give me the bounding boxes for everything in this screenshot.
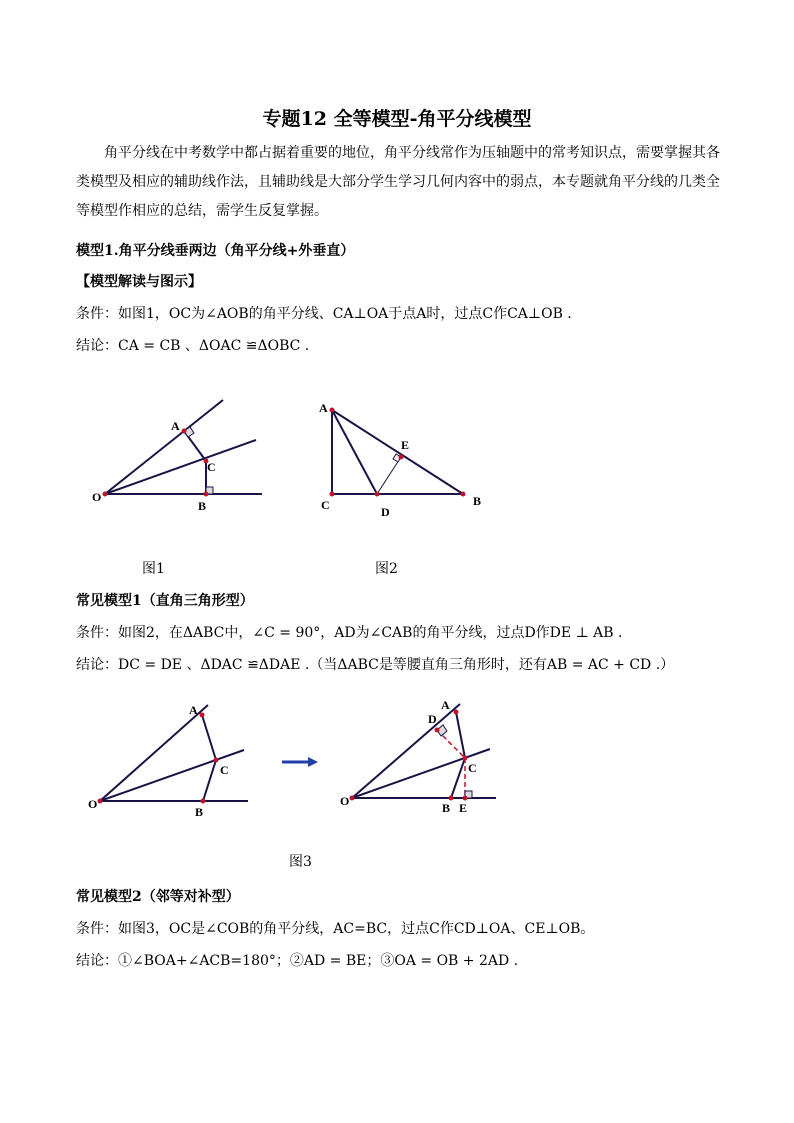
- point-d: [435, 728, 440, 733]
- label-a: A: [441, 698, 450, 712]
- common-model1-heading: 常见模型1（直角三角形型）: [76, 593, 254, 609]
- label-c: C: [321, 498, 330, 512]
- label-c: C: [220, 763, 229, 777]
- point-e: [463, 796, 468, 801]
- label-o: O: [88, 797, 98, 811]
- label-b: B: [473, 494, 482, 508]
- point-o: [350, 796, 355, 801]
- label-a: A: [189, 703, 198, 717]
- point-c: [463, 756, 468, 761]
- model1-condition: 条件：如图1，OC为∠AOB的角平分线、CA⊥OA于点A时，过点C作CA⊥OB .: [76, 306, 572, 322]
- segment-cb: [451, 758, 465, 798]
- page-title: 专题12 全等模型-角平分线模型: [262, 108, 532, 130]
- model1-heading: 模型1.角平分线垂两边（角平分线+外垂直）: [76, 243, 355, 259]
- label-a: A: [319, 401, 328, 415]
- segment-ac: [456, 712, 465, 758]
- label-d: D: [381, 505, 390, 519]
- figure-3-caption: 图3: [289, 854, 312, 870]
- figure-2-caption: 图2: [375, 561, 398, 577]
- label-b: B: [442, 801, 451, 815]
- label-d: D: [428, 712, 437, 726]
- label-c: C: [207, 460, 216, 474]
- model1-subheading: 【模型解读与图示】: [76, 274, 202, 290]
- common-model2-conclusion: 结论：①∠BOA+∠ACB=180°；②AD = BE；③OA = OB + 2AD .: [76, 953, 519, 969]
- label-o: O: [92, 490, 102, 504]
- label-a: A: [171, 419, 180, 433]
- common-model1-conclusion: 结论：DC = DE 、ΔDAC ≌ΔDAE .（当ΔABC是等腰直角三角形时，还有AB = AC + CD .）: [76, 657, 675, 673]
- ray-oa: [352, 704, 460, 798]
- common-model2-heading: 常见模型2（邻等对补型）: [76, 889, 240, 905]
- figure-1-caption: 图1: [142, 561, 165, 577]
- label-e: E: [459, 801, 468, 815]
- common-model2-condition: 条件：如图3，OC是∠COB的角平分线，AC=BC，过点C作CD⊥OA、CE⊥OB。: [76, 921, 595, 937]
- label-o: O: [340, 794, 350, 808]
- label-b: B: [195, 805, 204, 819]
- model1-conclusion: 结论：CA = CB 、ΔOAC ≌ΔOBC .: [76, 338, 310, 354]
- label-e: E: [401, 438, 410, 452]
- point-b: [449, 796, 454, 801]
- common-model1-condition: 条件：如图2，在ΔABC中，∠C = 90°，AD为∠CAB的角平分线，过点D作DE ⊥ AB .: [76, 625, 623, 641]
- intro-paragraph: 角平分线在中考数学中都占据着重要的地位，角平分线常作为压轴题中的常考知识点，需要掌握其各类模型及相应的辅助线作法，且辅助线是大部分学生学习几何内容中的弱点，本专题就角平分线的几类全等模型作相应的总结，需学生反复掌握。: [76, 145, 720, 219]
- label-c: C: [468, 761, 477, 775]
- point-a: [454, 710, 459, 715]
- label-b: B: [198, 499, 207, 513]
